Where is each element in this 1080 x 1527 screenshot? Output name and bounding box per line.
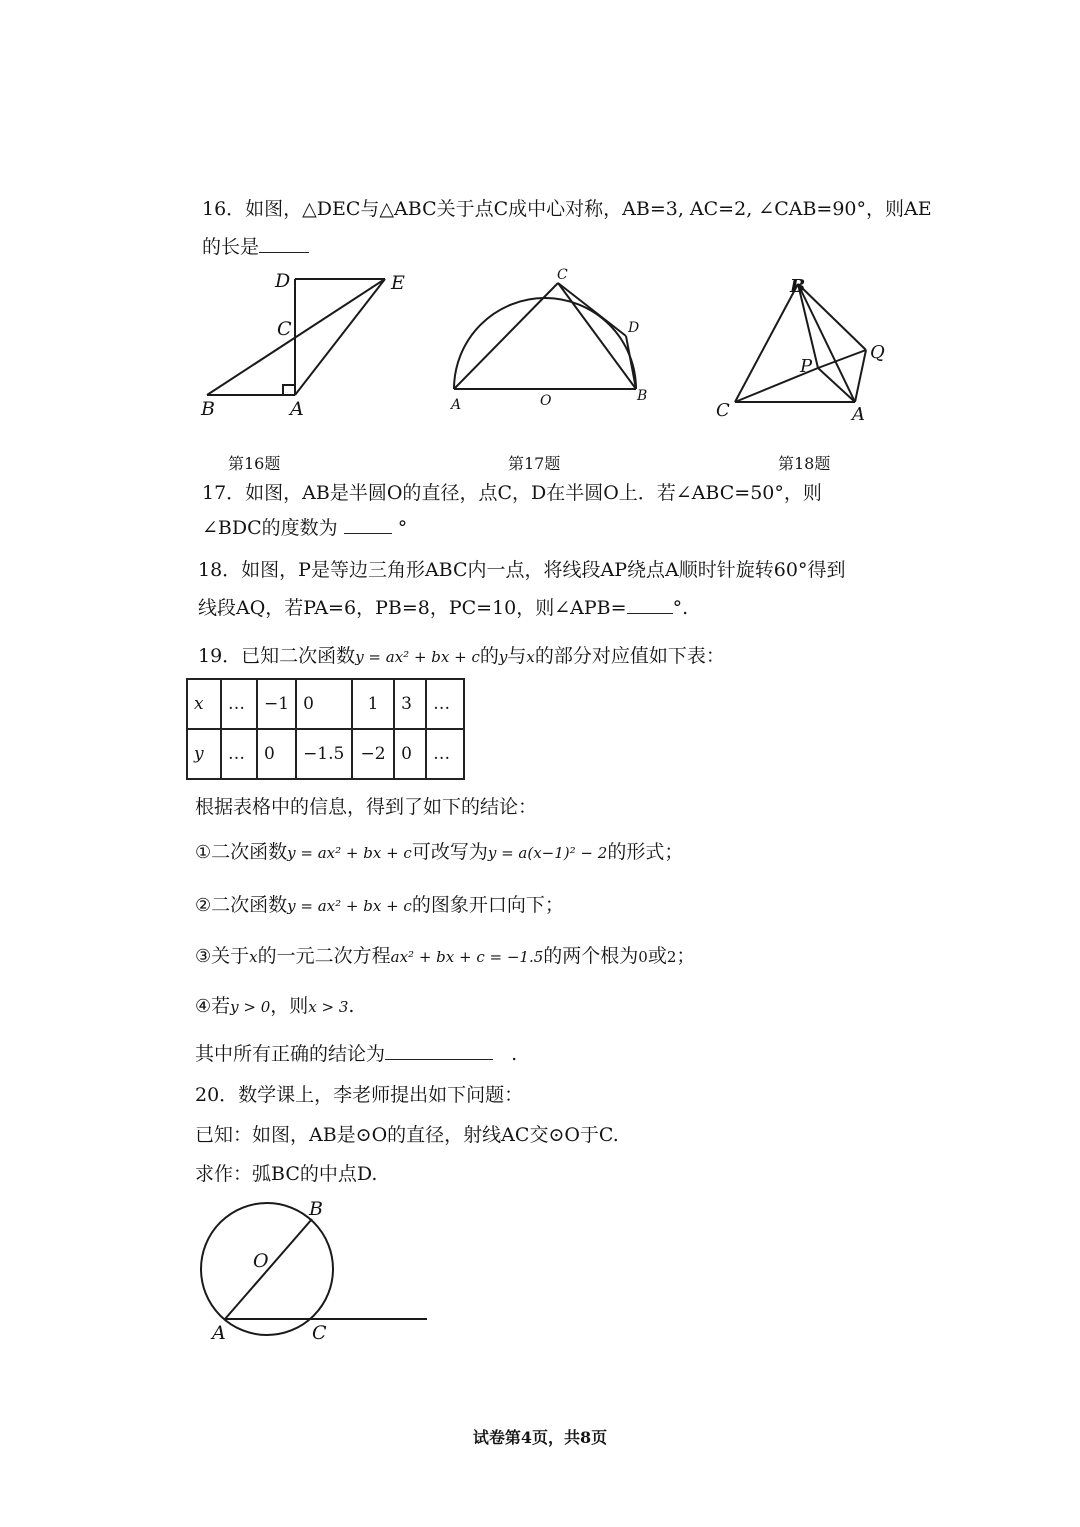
fig18-label-B: B — [790, 276, 806, 297]
fig17-chord-CB — [558, 283, 636, 389]
q19-c2-b: 的图象开口向下； — [411, 894, 564, 916]
q17-line2 — [202, 515, 407, 540]
q19-c1-func: y = ax² + bx + c — [287, 844, 412, 862]
q19-c3-or: 或 — [647, 945, 667, 967]
q19-conclusion-3 — [195, 944, 695, 969]
q20-line2: 已知：如图，AB是⊙O的直径，射线AC交⊙O于C. — [195, 1124, 619, 1146]
q19-c1-a: 二次函数 — [211, 841, 288, 863]
fig16-label-D: D — [275, 270, 291, 292]
q17-line1: 17．如图，AB是半圆O的直径，点C，D在半圆O上．若∠ABC=50°，则 — [202, 482, 822, 504]
q19-c4-a: 若 — [211, 995, 231, 1017]
q19-c1-b: 可改写为 — [411, 841, 488, 863]
q19-final-text: 其中所有正确的结论为 — [195, 1043, 386, 1065]
figure-16-svg — [195, 265, 425, 425]
fig18-side-AB — [798, 284, 855, 402]
q17-degree: ° — [397, 517, 408, 539]
table-cell-x-0: x — [187, 679, 221, 729]
q19-value-table — [186, 678, 465, 780]
q19-c3-r2: 2 — [666, 948, 677, 966]
q19-c4-res: x > 3 — [308, 998, 349, 1016]
fig16-segment-EA — [295, 279, 385, 395]
table-cell-x-3: 0 — [296, 679, 352, 729]
q19-intro — [198, 644, 725, 669]
table-row-y — [187, 729, 464, 779]
q19-c2-num: ② — [195, 895, 212, 916]
fig18-segment-PA — [818, 368, 855, 402]
q19-conclusion-1 — [195, 840, 683, 865]
q19-intro-a: 19．已知二次函数 — [198, 645, 356, 667]
fig16-right-angle-mark — [283, 385, 295, 395]
figure-18-svg — [710, 272, 900, 427]
q19-c3-r1: 0 — [638, 948, 648, 966]
q19-intro-b: 的 — [479, 645, 499, 667]
q16-line2 — [202, 234, 309, 259]
figure-17 — [440, 262, 660, 416]
table-cell-x-6: … — [426, 679, 464, 729]
table-cell-x-2: −1 — [257, 679, 296, 729]
q18-degree: °. — [672, 597, 689, 619]
figure-20-svg — [195, 1195, 440, 1355]
q19-c4-end: . — [348, 995, 355, 1017]
fig17-label-B: B — [637, 388, 648, 404]
q19-final — [195, 1041, 517, 1066]
table-cell-y-4: −2 — [352, 729, 394, 779]
table-cell-x-1: … — [221, 679, 257, 729]
fig20-label-A: A — [212, 1322, 226, 1344]
fig18-segment-BQ — [798, 284, 866, 350]
table-cell-x-4: 1 — [352, 679, 394, 729]
q19-c2-func: y = ax² + bx + c — [287, 897, 412, 915]
figure-17-svg — [440, 262, 660, 412]
q19-c3-a: 关于 — [211, 945, 250, 967]
table-cell-y-1: … — [221, 729, 257, 779]
q19-conclusion-2 — [195, 893, 564, 918]
table-cell-y-0: y — [187, 729, 221, 779]
q19-intro-c: 与 — [507, 645, 527, 667]
fig20-label-C: C — [312, 1322, 327, 1344]
fig16-label-E: E — [391, 272, 405, 294]
fig16-label-C: C — [277, 318, 292, 340]
q19-c3-x: x — [249, 948, 258, 966]
page-footer: 试卷第4页，共8页 — [472, 1428, 608, 1447]
q19-c3-num: ③ — [195, 946, 212, 967]
fig18-label-C: C — [716, 400, 730, 421]
q19-final-period: . — [511, 1043, 518, 1065]
q19-answer-blank[interactable] — [385, 1041, 493, 1060]
q20-line1: 20．数学课上，李老师提出如下问题： — [195, 1084, 524, 1106]
table-cell-y-6: … — [426, 729, 464, 779]
q19-c3-b: 的一元二次方程 — [257, 945, 391, 967]
q19-intro-y: y — [498, 648, 508, 666]
fig16-label-B: B — [201, 398, 215, 420]
q19-intro-d: 的部分对应值如下表： — [534, 645, 725, 667]
fig20-label-B: B — [309, 1198, 323, 1220]
fig16-label-A: A — [290, 398, 304, 420]
q19-c1-c: 的形式； — [607, 841, 684, 863]
q16-line2-text: 的长是 — [202, 236, 260, 258]
fig18-segment-PQ — [818, 350, 866, 368]
fig17-label-D: D — [628, 320, 640, 336]
q19-c3-end: ； — [676, 945, 696, 967]
figure-16 — [195, 265, 425, 429]
q20-line3: 求作：弧BC的中点D. — [195, 1163, 378, 1185]
table-cell-y-2: 0 — [257, 729, 296, 779]
fig18-side-BC — [735, 284, 798, 402]
fig18-label-P: P — [800, 356, 813, 377]
figure-18 — [710, 272, 900, 431]
fig17-chord-AC — [454, 283, 558, 389]
fig20-label-O: O — [253, 1250, 269, 1272]
q19-intro-x: x — [526, 648, 535, 666]
q19-c2-a: 二次函数 — [211, 894, 288, 916]
q16-answer-blank[interactable] — [259, 234, 309, 253]
q18-line1: 18．如图，P是等边三角形ABC内一点，将线段AP绕点A顺时针旋转60°得到 — [198, 559, 846, 581]
caption-17: 第17题 — [508, 454, 561, 473]
fig17-label-O: O — [540, 393, 552, 409]
q19-c4-cond: y > 0 — [230, 998, 271, 1016]
caption-18: 第18题 — [778, 454, 831, 473]
table-row-x — [187, 679, 464, 729]
fig17-semicircle-arc — [454, 298, 636, 389]
q19-info: 根据表格中的信息，得到了如下的结论： — [195, 796, 538, 818]
q19-c4-b: ，则 — [270, 995, 309, 1017]
q19-c1-num: ① — [195, 842, 212, 863]
q17-answer-blank[interactable] — [344, 515, 392, 534]
q18-line2-text: 线段AQ，若PA=6，PB=8，PC=10，则∠APB= — [198, 597, 627, 619]
caption-16: 第16题 — [228, 454, 281, 473]
q19-c1-form: y = a(x−1)² − 2 — [487, 844, 608, 862]
q19-c3-c: 的两个根为 — [543, 945, 639, 967]
fig18-segment-AQ — [855, 350, 866, 402]
table-cell-y-3: −1.5 — [296, 729, 352, 779]
q19-intro-func: y = ax² + bx + c — [355, 648, 480, 666]
q19-c3-eq: ax² + bx + c = −1.5 — [390, 948, 544, 966]
table-cell-y-5: 0 — [394, 729, 426, 779]
q18-line2 — [198, 595, 688, 620]
fig18-label-A: A — [852, 404, 865, 425]
q16-line1: 16．如图，△DEC与△ABC关于点C成中心对称，AB=3, AC=2, ∠CAB=90°，则AE — [202, 198, 932, 220]
q19-conclusion-4 — [195, 994, 354, 1019]
fig17-label-A: A — [451, 397, 462, 412]
q18-answer-blank[interactable] — [627, 595, 673, 614]
figure-20 — [195, 1195, 440, 1359]
fig18-label-Q: Q — [870, 342, 885, 363]
q17-line2-text: ∠BDC的度数为 — [202, 517, 338, 539]
table-cell-x-5: 3 — [394, 679, 426, 729]
q19-c4-num: ④ — [195, 996, 212, 1017]
fig17-label-C: C — [557, 267, 568, 283]
